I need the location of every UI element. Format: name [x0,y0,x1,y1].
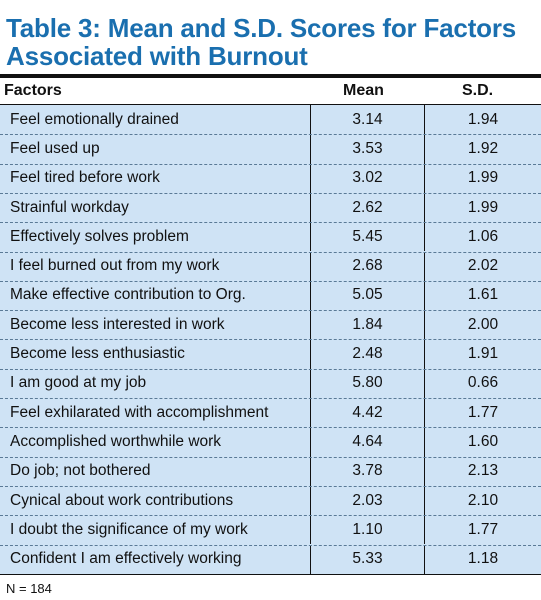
mean-cell: 2.03 [310,486,424,515]
factor-cell: Effectively solves problem [10,227,189,245]
sd-cell: 2.02 [424,252,541,281]
table-row [0,369,541,398]
sd-cell: 2.13 [424,457,541,486]
table-header [0,79,541,103]
table-row [0,222,541,251]
mean-cell: 5.45 [310,222,424,251]
sd-cell: 1.99 [424,164,541,193]
mean-cell: 4.64 [310,427,424,456]
row-divider [0,310,541,311]
row-divider [0,193,541,194]
mean-cell: 5.05 [310,281,424,310]
mean-cell: 1.84 [310,310,424,339]
header-factors: Factors [4,82,62,99]
row-divider [0,134,541,135]
table-row [0,427,541,456]
factor-cell: I doubt the significance of my work [10,520,248,538]
table-row [0,105,541,134]
factor-cell: Become less interested in work [10,315,225,333]
row-divider [0,545,541,546]
factor-cell: Become less enthusiastic [10,345,185,363]
sd-cell: 2.00 [424,310,541,339]
sample-size-note: N = 184 [6,581,52,596]
factor-cell: Do job; not bothered [10,462,151,480]
table-row [0,545,541,574]
factor-cell: Strainful workday [10,198,129,216]
mean-cell: 1.10 [310,515,424,544]
data-table [0,104,541,575]
table-row [0,310,541,339]
table-row [0,515,541,544]
table-row [0,193,541,222]
sd-cell: 1.77 [424,515,541,544]
row-divider [0,486,541,487]
mean-cell: 3.14 [310,105,424,134]
table-row [0,134,541,163]
factor-cell: I am good at my job [10,374,147,392]
row-divider [0,339,541,340]
mean-cell: 2.68 [310,252,424,281]
table-row [0,339,541,368]
factor-cell: I feel burned out from my work [10,257,220,275]
sd-cell: 1.94 [424,105,541,134]
table-row [0,281,541,310]
mean-cell: 2.62 [310,193,424,222]
table-row [0,164,541,193]
sd-cell: 1.06 [424,222,541,251]
sd-cell: 1.77 [424,398,541,427]
factor-cell: Feel tired before work [10,169,160,187]
sd-cell: 1.18 [424,545,541,574]
mean-cell: 2.48 [310,339,424,368]
row-divider [0,252,541,253]
header-mean: Mean [343,82,384,99]
mean-cell: 4.42 [310,398,424,427]
row-divider [0,515,541,516]
factor-cell: Feel emotionally drained [10,110,179,128]
row-divider [0,222,541,223]
sd-cell: 0.66 [424,369,541,398]
table-row [0,398,541,427]
sd-cell: 1.91 [424,339,541,368]
row-divider [0,369,541,370]
row-divider [0,281,541,282]
table-row [0,457,541,486]
row-divider [0,164,541,165]
mean-cell: 5.33 [310,545,424,574]
factor-cell: Accomplished worthwhile work [10,432,222,450]
mean-cell: 3.02 [310,164,424,193]
header-sd: S.D. [462,82,494,99]
factor-cell: Confident I am effectively working [10,550,242,568]
mean-cell: 3.78 [310,457,424,486]
table-title: Table 3: Mean and S.D. Scores for Factors Associated with Burnout [6,13,517,71]
title-rule [0,74,541,78]
sd-cell: 1.92 [424,134,541,163]
row-divider [0,457,541,458]
factor-cell: Cynical about work contributions [10,491,234,509]
mean-cell: 3.53 [310,134,424,163]
table-row [0,252,541,281]
row-divider [0,427,541,428]
factor-cell: Make effective contribution to Org. [10,286,246,304]
sd-cell: 2.10 [424,486,541,515]
factor-cell: Feel exhilarated with accomplishment [10,403,269,421]
sd-cell: 1.60 [424,427,541,456]
mean-cell: 5.80 [310,369,424,398]
sd-cell: 1.99 [424,193,541,222]
factor-cell: Feel used up [10,139,100,157]
sd-cell: 1.61 [424,281,541,310]
table-row [0,486,541,515]
row-divider [0,398,541,399]
